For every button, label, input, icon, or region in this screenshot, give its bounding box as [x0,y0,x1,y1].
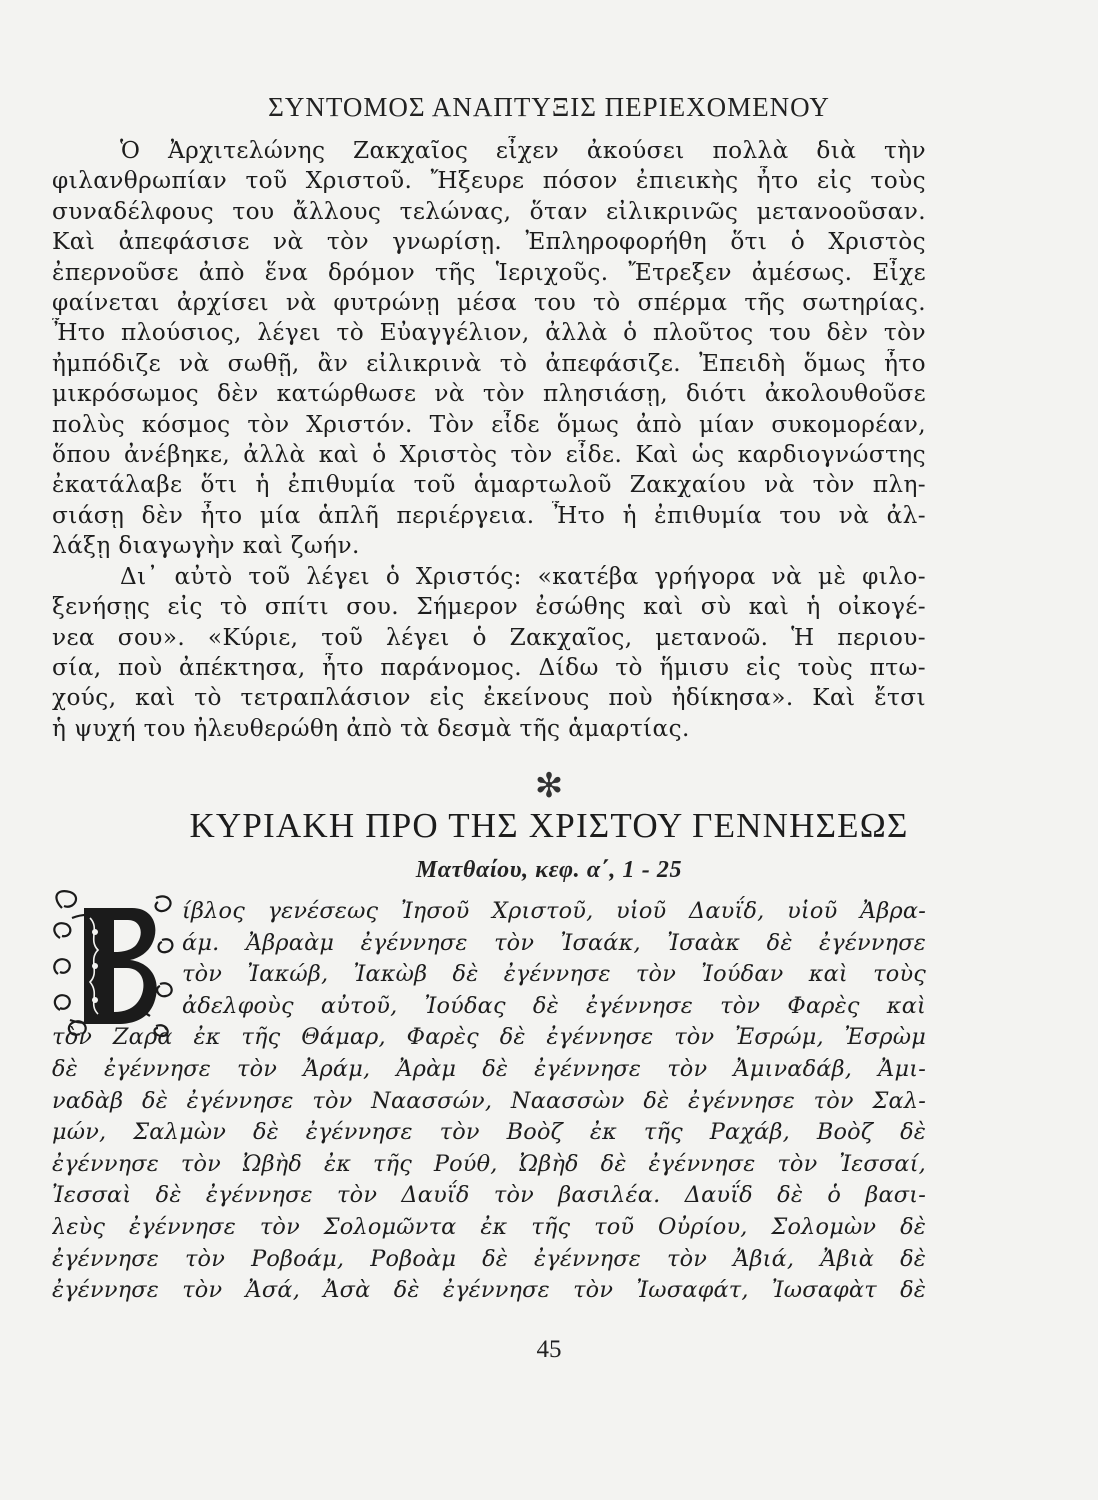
gospel-line: ἀδελφοὺς αὐτοῦ, Ἰούδας δὲ ἐγέννησε τὸν Φαρὲς καὶ [182,992,926,1019]
summary-line: συναδέλφους του ἄλλους τελώνας, ὅταν εἰλικρινῶς μετανοοῦσαν. [52,197,926,225]
gospel-line: ἐγέννησε τὸν Ἀσά, Ἀσὰ δὲ ἐγέννησε τὸν Ἰωσαφάτ, Ἰωσαφὰτ δὲ [52,1277,926,1304]
gospel-line: ἐγέννησε τὸν Ροβοάμ, Ροβοὰμ δὲ ἐγέννησε τὸν Ἀβιά, Ἀβιὰ δὲ [52,1245,926,1272]
gospel-line: Ἰεσσαὶ δὲ ἐγέννησε τὸν Δαυΐδ τὸν βασιλέα. Δαυΐδ δὲ ὁ βασι- [52,1182,926,1209]
gospel-line: ἐγέννησε τὸν Ὠβὴδ ἐκ τῆς Ρούθ, Ὠβὴδ δὲ ἐγέννησε τὸν Ἰεσσαί, [52,1150,926,1177]
summary-line: σία, ποὺ ἀπέκτησα, ἦτο παράνομος. Δίδω τὸ ἥμισυ εἰς τοὺς πτω- [52,653,926,681]
section-separator: ✻ [534,766,564,806]
summary-line: Καὶ ἀπεφάσισε νὰ τὸν γνωρίσῃ. Ἐπληροφορήθη ὅτι ὁ Χριστὸς [52,228,926,256]
section-title: ΚΥΡΙΑΚΗ ΠΡΟ ΤΗΣ ΧΡΙΣΤΟΥ ΓΕΝΝΗΣΕΩΣ [189,806,909,845]
summary-line: νεα σου». «Κύριε, τοῦ λέγει ὁ Ζακχαῖος, μετανοῶ. Ἡ περιου- [52,623,926,651]
summary-line: Ἦτο πλούσιος, λέγει τὸ Εὐαγγέλιον, ἀλλὰ ὁ πλοῦτος του δὲν τὸν [52,319,926,347]
summary-line: φαίνεται ἀρχίσει νὰ φυτρώνῃ μέσα του τὸ σπέρμα τῆς σωτηρίας. [52,289,926,317]
gospel-text [52,896,926,1307]
summary-line: ἡ ψυχή του ἠλευθερώθη ἀπὸ τὰ δεσμὰ τῆς ἁμαρτίας. [52,714,690,742]
summary-line: Ὁ Ἀρχιτελώνης Ζακχαῖος εἶχεν ἀκούσει πολλὰ διὰ τὴν [120,137,926,164]
summary-line: Δι᾽ αὐτὸ τοῦ λέγει ὁ Χριστός: «κατέβα γρήγορα νὰ μὲ φιλο- [120,562,926,590]
summary-line: χούς, καὶ τὸ τετραπλάσιον εἰς ἐκείνους ποὺ ἠδίκησα». Καὶ ἔτσι [52,684,926,712]
summary-line: μικρόσωμος δὲν κατώρθωσε νὰ τὸν πλησιάσῃ, διότι ἀκολουθοῦσε [52,380,926,408]
gospel-line: τὸν Ζαρὰ ἐκ τῆς Θάμαρ, Φαρὲς δὲ ἐγέννησε τὸν Ἐσρώμ, Ἐσρὼμ [52,1024,926,1051]
summary-line: ἐπερνοῦσε ἀπὸ ἕνα δρόμον τῆς Ἱεριχοῦς. Ἔτρεξεν ἀμέσως. Εἶχε [52,258,926,286]
summary-line: πολὺς κόσμος τὸν Χριστόν. Τὸν εἶδε ὅμως ἀπὸ μίαν συκομορέαν, [52,410,926,438]
gospel-line: ίβλος γενέσεως Ἰησοῦ Χριστοῦ, υἱοῦ Δαυΐδ, υἱοῦ Ἀβρα- [182,898,926,924]
gospel-line: δὲ ἐγέννησε τὸν Ἀράμ, Ἀρὰμ δὲ ἐγέννησε τὸν Ἀμιναδάβ, Ἀμι- [52,1055,926,1082]
gospel-line: άμ. Ἀβραὰμ ἐγέννησε τὸν Ἰσαάκ, Ἰσαὰκ δὲ ἐγέννησε [182,929,926,956]
page-number: 45 [536,1336,562,1363]
summary-line: ἐκατάλαβε ὅτι ἡ ἐπιθυμία τοῦ ἁμαρτωλοῦ Ζακχαίου νὰ τὸν πλη- [52,471,926,499]
scripture-reference: Ματθαίου, κεφ. α΄, 1 - 25 [415,857,683,883]
gospel-line: τὸν Ἰακώβ, Ἰακὼβ δὲ ἐγέννησε τὸν Ἰούδαν καὶ τοὺς [182,961,926,988]
summary-line: ἠμπόδιζε νὰ σωθῇ, ἂν εἰλικρινὰ τὸ ἀπεφάσιζε. Ἐπειδὴ ὅμως ἦτο [52,349,926,377]
gospel-line: μών, Σαλμὼν δὲ ἐγέννησε τὸν Βοὸζ ἐκ τῆς Ραχάβ, Βοὸζ δὲ [52,1119,926,1146]
gospel-line: ναδὰβ δὲ ἐγέννησε τὸν Ναασσών, Ναασσὼν δὲ ἐγέννησε τὸν Σαλ- [52,1087,926,1114]
summary-line: ὅπου ἀνέβηκε, ἀλλὰ καὶ ὁ Χριστὸς τὸν εἶδε. Καὶ ὡς καρδιογνώστης [52,441,926,469]
summary-line: φιλανθρωπίαν τοῦ Χριστοῦ. Ἤξευρε πόσον ἐπιεικὴς ἦτο εἰς τοὺς [52,167,926,195]
summary-line: ξενήσῃς εἰς τὸ σπίτι σου. Σήμερον ἐσώθης καὶ σὺ καὶ ἡ οἰκογέ- [52,593,926,621]
running-header: ΣΥΝΤΟΜΟΣ ΑΝΑΠΤΥΞΙΣ ΠΕΡΙΕΧΟΜΕΝΟΥ [268,92,830,122]
summary-line: λάξῃ διαγωγὴν καὶ ζωήν. [52,532,360,560]
gospel-line: λεὺς ἐγέννησε τὸν Σολομῶντα ἐκ τῆς τοῦ Οὐρίου, Σολομὼν δὲ [52,1213,926,1240]
summary-line: σιάσῃ δὲν ἦτο μία ἁπλῆ περιέργεια. Ἦτο ἡ ἐπιθυμία του νὰ ἀλ- [52,501,926,529]
summary-paragraph [52,136,926,744]
